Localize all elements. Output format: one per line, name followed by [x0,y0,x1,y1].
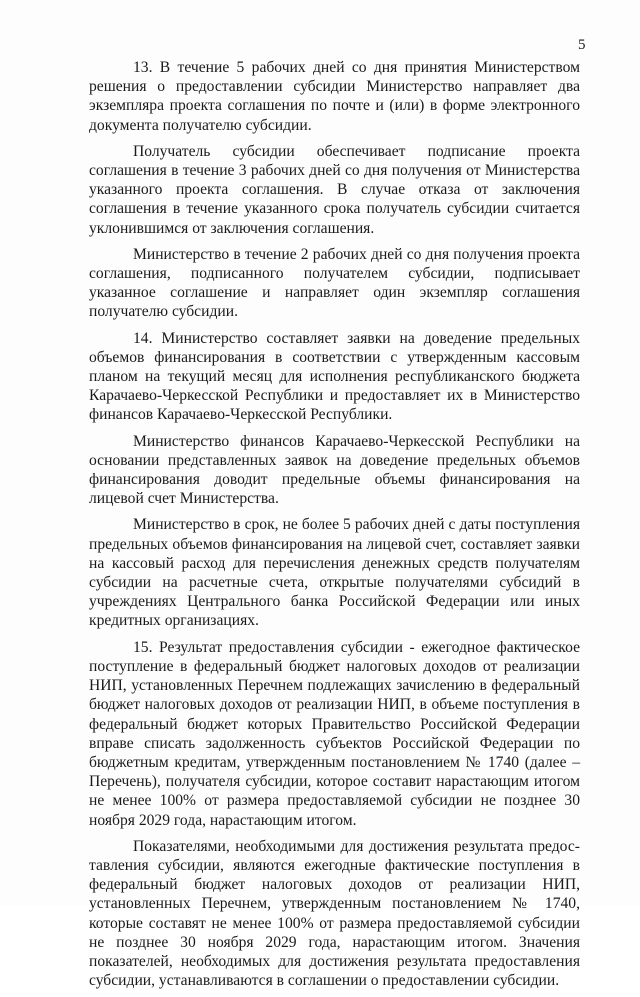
page-number: 5 [578,37,586,53]
paragraph-indicators: Показателями, необходимыми для достижения результата предоставления субсидии, являются ежегодные фактические поступления в федеральный бюджет налоговых доходов от реализации НИП, установленных Перечнем, утвержденным постановлением № 1740, которые составят не менее 100% от размера предоставляемой субсидии не позднее 30 ноября 2029 года, нарастающим итогом. Значения показателей, необходимых для достижения результата предоставления субсидии, устанавливаются в соглашении о предоставлении субсидии. [89,837,580,990]
paragraph-finance-ministry: Министерство финансов Карачаево-Черкесской Республики на основании представленных заявок на доведение предельных объемов финансирования доводит предельные объемы финансирования на лицевой счет Министерства. [89,432,580,508]
paragraph-13-submission: 13. В течение 5 рабочих дней со дня принятия Министерством решения о предоставлении субсидии Министерство направляет два экземпляра проекта соглашения по почте и (или) в форме электронного документа получателю субсидии. [89,59,580,134]
paragraph-recipient-signing: Получатель субсидии обеспечивает подписание проекта соглашения в течение 3 рабочих дней со дня получения от Министерства указанного проекта соглашения. В случае отказа от заключения соглашения в течение указанного срока получатель субсидии считается уклонившимся от заключения соглашения. [89,142,580,237]
paragraph-cash-expense: Министерство в срок, не более 5 рабочих дней с даты поступления предельных объемов финансирования на лицевой счет, составляет заявки на кассовый расход для перечисления денежных средств получателям субсидии на расчетные счета, открытые получателями субсидий в учреждениях Центрального банка Российской Федерации или иных кредитных организациях. [89,516,580,630]
paragraph-15-result: 15. Результат предоставления субсидии - ежегодное фактическое поступление в федеральный бюджет налоговых доходов от реализации НИП, установленных Перечнем подлежащих зачислению в федеральный бюджет налоговых доходов от реализации НИП, в объеме поступления в федеральный бюджет которых Правительство Российской Федерации вправе списать задолженность субъектов Российской Федерации по бюджетным кредитам, утвержденным постановлением № 1740 (далее – Перечень), получателя субсидии, которое составит нарастающим итогом не менее 100% от размера предоставляемой субсидии не позднее 30 ноября 2029 года, нарастающим итогом. [89,638,580,829]
body-text [89,58,580,997]
paragraph-14-funding-requests: 14. Министерство составляет заявки на доведение предельных объемов финансирования в соответствии с утвержденным кассовым планом на текущий месяц для исполнения республиканского бюджета Карачаево-Черкесской Республики и предоставляет их в Министерство финансов Карачаево-Черкесской Республики. [89,329,580,424]
paragraph-ministry-signing: Министерство в течение 2 рабочих дней со дня получения проекта соглашения, подписанного получателем субсидии, подписывает указанное соглашение и направляет один экземпляр соглашения получателю субсидии. [89,245,580,321]
